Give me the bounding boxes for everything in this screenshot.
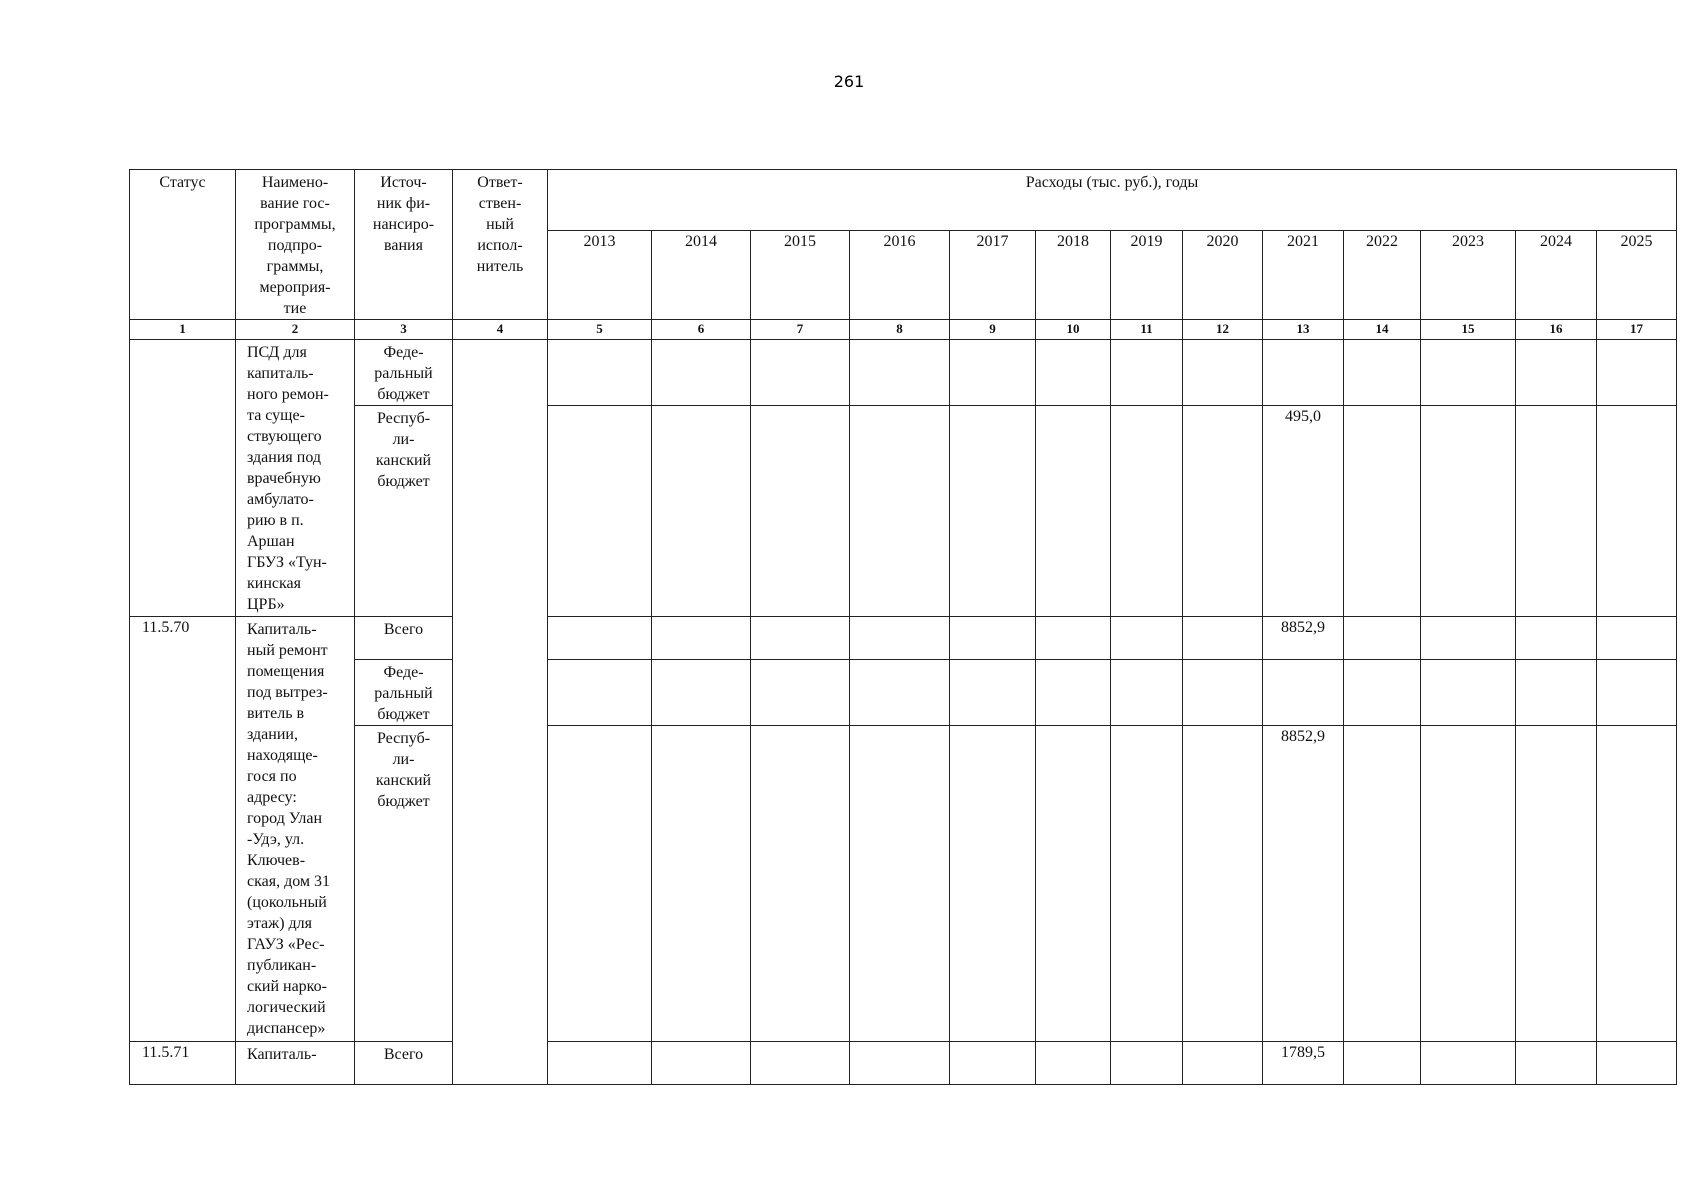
column-number: 8	[850, 320, 950, 340]
empty-value-cell	[1516, 726, 1597, 1042]
empty-value-cell	[1036, 660, 1111, 726]
empty-value-cell	[950, 660, 1036, 726]
empty-value-cell	[1344, 406, 1421, 617]
measure-name: Капиталь- ный ремонт помещения под вытрез- витель в здании, находяще- гося по адресу: город Улан -Удэ, ул. Ключев- ская, дом 31 (цокольный этаж) для ГАУЗ «Рес- публикан- ский нарко- логический диспансер»	[236, 617, 355, 1042]
year-cell: 2016	[850, 231, 950, 320]
empty-value-cell	[1597, 660, 1677, 726]
empty-value-cell	[1421, 340, 1516, 406]
empty-value-cell	[1597, 726, 1677, 1042]
year-cell: 2019	[1111, 231, 1183, 320]
column-number: 6	[652, 320, 751, 340]
table-row	[130, 726, 1677, 1042]
empty-value-cell	[548, 726, 652, 1042]
empty-value-cell	[1036, 617, 1111, 660]
empty-value-cell	[548, 1042, 652, 1085]
column-numbers-row	[130, 320, 1677, 340]
empty-value-cell	[1183, 617, 1263, 660]
source-republic: Респуб- ли- канский бюджет	[355, 726, 453, 1042]
page-number: 261	[833, 72, 865, 91]
column-number: 4	[453, 320, 548, 340]
empty-value-cell	[751, 617, 850, 660]
empty-value-cell	[1516, 617, 1597, 660]
table-row	[130, 660, 1677, 726]
empty-value-cell	[751, 726, 850, 1042]
empty-value-cell	[850, 1042, 950, 1085]
status-cell: 11.5.70	[130, 617, 236, 1042]
empty-value-cell	[1421, 406, 1516, 617]
value-2021: 8852,9	[1263, 617, 1344, 660]
empty-value-cell	[548, 660, 652, 726]
empty-value-cell	[1263, 660, 1344, 726]
empty-value-cell	[1516, 1042, 1597, 1085]
header-expenses: Расходы (тыс. руб.), годы	[548, 170, 1677, 231]
empty-value-cell	[1421, 1042, 1516, 1085]
empty-value-cell	[1183, 726, 1263, 1042]
column-number: 11	[1111, 320, 1183, 340]
empty-value-cell	[548, 617, 652, 660]
empty-value-cell	[652, 726, 751, 1042]
year-cell: 2020	[1183, 231, 1263, 320]
empty-value-cell	[1344, 340, 1421, 406]
column-number: 17	[1597, 320, 1677, 340]
column-number: 13	[1263, 320, 1344, 340]
empty-value-cell	[1036, 726, 1111, 1042]
empty-value-cell	[652, 660, 751, 726]
empty-value-cell	[850, 340, 950, 406]
empty-value-cell	[1597, 1042, 1677, 1085]
empty-value-cell	[1516, 660, 1597, 726]
empty-value-cell	[1597, 406, 1677, 617]
column-number: 14	[1344, 320, 1421, 340]
column-number: 12	[1183, 320, 1263, 340]
column-number: 16	[1516, 320, 1597, 340]
year-cell: 2025	[1597, 231, 1677, 320]
column-number: 15	[1421, 320, 1516, 340]
column-number: 7	[751, 320, 850, 340]
empty-value-cell	[1421, 617, 1516, 660]
header-responsible: Ответ- ствен- ный испол- нитель	[453, 170, 548, 320]
empty-value-cell	[950, 617, 1036, 660]
empty-value-cell	[1111, 406, 1183, 617]
empty-value-cell	[1344, 617, 1421, 660]
source-total: Всего	[355, 1042, 453, 1085]
value-2021: 1789,5	[1263, 1042, 1344, 1085]
empty-value-cell	[652, 617, 751, 660]
empty-value-cell	[1516, 340, 1597, 406]
table-row	[130, 617, 1677, 660]
source-federal: Феде- ральный бюджет	[355, 660, 453, 726]
empty-value-cell	[1111, 617, 1183, 660]
empty-value-cell	[1597, 340, 1677, 406]
status-cell: 11.5.71	[130, 1042, 236, 1085]
year-cell: 2014	[652, 231, 751, 320]
header-row	[130, 170, 1677, 231]
table-row	[130, 1042, 1677, 1085]
empty-value-cell	[652, 340, 751, 406]
empty-value-cell	[1516, 406, 1597, 617]
year-cell: 2023	[1421, 231, 1516, 320]
empty-value-cell	[850, 406, 950, 617]
year-cell: 2015	[751, 231, 850, 320]
header-status: Статус	[130, 170, 236, 320]
source-total: Всего	[355, 617, 453, 660]
empty-value-cell	[1036, 1042, 1111, 1085]
empty-value-cell	[751, 406, 850, 617]
expenses-table	[129, 169, 1677, 1085]
status-cell	[130, 340, 236, 617]
empty-value-cell	[1344, 726, 1421, 1042]
empty-value-cell	[1183, 1042, 1263, 1085]
column-number: 5	[548, 320, 652, 340]
year-cell: 2017	[950, 231, 1036, 320]
empty-value-cell	[652, 406, 751, 617]
empty-value-cell	[950, 340, 1036, 406]
empty-value-cell	[1036, 340, 1111, 406]
empty-value-cell	[1421, 660, 1516, 726]
empty-value-cell	[850, 726, 950, 1042]
empty-value-cell	[1183, 406, 1263, 617]
empty-value-cell	[850, 617, 950, 660]
empty-value-cell	[1421, 726, 1516, 1042]
empty-value-cell	[950, 406, 1036, 617]
year-cell: 2021	[1263, 231, 1344, 320]
year-cell: 2024	[1516, 231, 1597, 320]
column-number: 9	[950, 320, 1036, 340]
empty-value-cell	[1111, 340, 1183, 406]
measure-name: ПСД для капиталь- ного ремон- та суще- ствующего здания под врачебную амбулато- рию в п. Аршан ГБУЗ «Тун- кинская ЦРБ»	[236, 340, 355, 617]
empty-value-cell	[1111, 726, 1183, 1042]
value-2021: 8852,9	[1263, 726, 1344, 1042]
responsible-cell	[453, 340, 548, 1085]
value-2021: 495,0	[1263, 406, 1344, 617]
source-republic: Респуб- ли- канский бюджет	[355, 406, 453, 617]
column-number: 2	[236, 320, 355, 340]
empty-value-cell	[1183, 340, 1263, 406]
column-number: 3	[355, 320, 453, 340]
table-row	[130, 340, 1677, 406]
column-number: 1	[130, 320, 236, 340]
column-number: 10	[1036, 320, 1111, 340]
empty-value-cell	[1111, 1042, 1183, 1085]
empty-value-cell	[1263, 340, 1344, 406]
measure-name: Капиталь-	[236, 1042, 355, 1085]
empty-value-cell	[950, 1042, 1036, 1085]
empty-value-cell	[548, 340, 652, 406]
empty-value-cell	[950, 726, 1036, 1042]
empty-value-cell	[652, 1042, 751, 1085]
year-cell: 2022	[1344, 231, 1421, 320]
empty-value-cell	[751, 340, 850, 406]
empty-value-cell	[1036, 406, 1111, 617]
empty-value-cell	[1344, 1042, 1421, 1085]
empty-value-cell	[1183, 660, 1263, 726]
empty-value-cell	[850, 660, 950, 726]
empty-value-cell	[1597, 617, 1677, 660]
header-name: Наимено- вание гос- программы, подпро- граммы, мероприя- тие	[236, 170, 355, 320]
empty-value-cell	[1344, 660, 1421, 726]
empty-value-cell	[751, 660, 850, 726]
empty-value-cell	[1111, 660, 1183, 726]
source-federal: Феде- ральный бюджет	[355, 340, 453, 406]
empty-value-cell	[548, 406, 652, 617]
year-cell: 2018	[1036, 231, 1111, 320]
empty-value-cell	[751, 1042, 850, 1085]
table-row	[130, 406, 1677, 617]
year-cell: 2013	[548, 231, 652, 320]
header-source: Источ- ник фи- нансиро- вания	[355, 170, 453, 320]
